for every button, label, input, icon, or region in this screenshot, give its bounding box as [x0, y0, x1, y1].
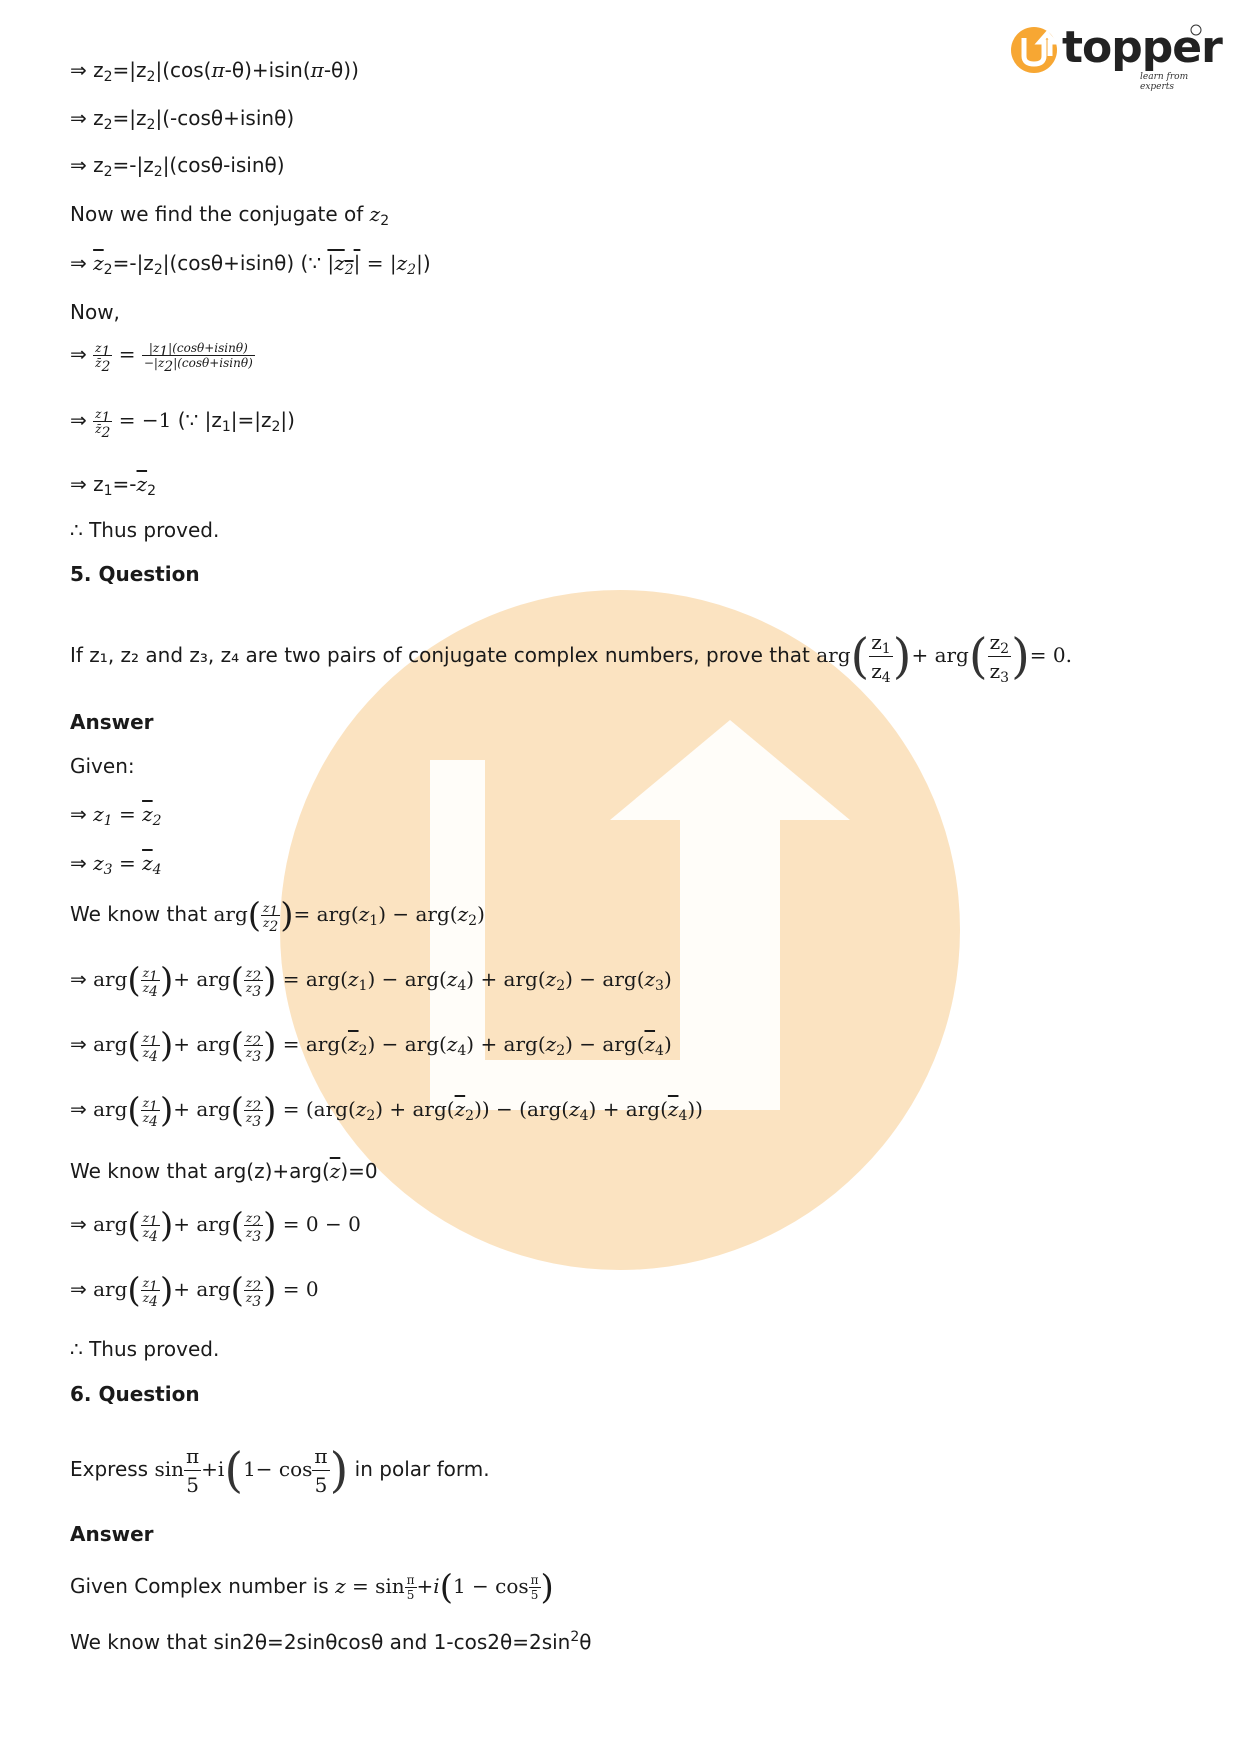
- topper-logo[interactable]: [1010, 22, 1222, 92]
- q5-step-5: ⇒ arg( $\frac{z_1}{z_4}$ )+ arg( $\frac{z_2}{z_3}$ ) = 0: [70, 1270, 319, 1311]
- q5-proved: ∴ Thus proved.: [70, 1337, 220, 1361]
- eq-line-3: ⇒ $z_2=-|z_2|(\cos\theta-isin\theta)$: [70, 153, 285, 180]
- q5-know-1-text: We know that: [70, 902, 208, 926]
- q5-step-1: ⇒ arg( $\frac{z_1}{z_4}$ )+ arg( $\frac{z_2}{z_3}$ ) = $arg(z_1) - arg(z_4) + arg(z_2) - arg(z_3)$: [70, 960, 672, 1001]
- q5-know-1: We know that arg( $\frac{z_1}{z_2}$ )= $arg(z_1) - arg(z_2)$: [70, 895, 485, 936]
- q5-step-3: ⇒ arg( $\frac{z_1}{z_4}$ )+ arg( $\frac{z_2}{z_3}$ ) = $(arg(z_2) + arg(\overline{z}_2)) - (arg(z_4) + arg(\overline{z}_4))$: [70, 1090, 703, 1131]
- text-proved-1: ∴ Thus proved.: [70, 518, 220, 542]
- brand-tagline: learn from experts: [1140, 72, 1189, 92]
- q5-step-4: ⇒ arg( $\frac{z_1}{z_4}$ )+ arg( $\frac{z_2}{z_3}$ ) = 0 − 0: [70, 1205, 361, 1246]
- q5-answer: Answer: [70, 710, 154, 734]
- eq-line-2: ⇒ $z_2=|z_2|(-\cos\theta+isin\theta)$: [70, 106, 295, 133]
- brand-name: topper: [1062, 22, 1222, 73]
- q5-step-2: ⇒ arg( $\frac{z_1}{z_4}$ )+ arg( $\frac{z_2}{z_3}$ ) = $arg(\overline{z}_2) - arg(z_4) + arg(z_2) - arg(\overline{z}_4)$: [70, 1025, 672, 1066]
- q6-answer: Answer: [70, 1522, 154, 1546]
- q5-given-2: ⇒ $z_3 = \overline{z}_4$: [70, 851, 162, 878]
- q6-in-polar: in polar form.: [354, 1457, 490, 1481]
- q6-given-text: Given Complex number is: [70, 1574, 329, 1598]
- q6-heading: 6. Question: [70, 1382, 200, 1406]
- eq-line-1: ⇒ $z_2=|z_2|(\cos(\pi-\theta)+isin(\pi-\theta))$: [70, 58, 359, 85]
- text-conjugate: Now we find the conjugate of $z_2$: [70, 202, 390, 229]
- q5-know-2: We know that $arg(z)+arg(\overline{z})=0$: [70, 1159, 378, 1183]
- watermark-logo: [280, 590, 960, 1270]
- q6-express: Express: [70, 1457, 149, 1481]
- q5-statement: If z₁, z₂ and z₃, z₄ are two pairs of conjugate complex numbers, prove that arg( $\frac{z_1}{z_4}$ )+ arg( $\frac{z_2}{z_3}$ )= 0.: [70, 628, 1072, 686]
- q5-statement-text: If z₁, z₂ and z₃, z₄ are two pairs of conjugate complex numbers, prove that: [70, 643, 810, 667]
- eq-line-minus-one: ⇒ $\frac{z_1}{z̄_2}$ = −1 (∵ $|z_1|=|z_2|$): [70, 407, 295, 441]
- q5-heading: 5. Question: [70, 562, 200, 586]
- eq-line-frac: ⇒ $\frac{z_1}{z̄_2}$ = $\frac{|z_1|(\cos\theta+isin\theta)}{-|z_2|(\cos\theta+isin\theta)}$: [70, 341, 253, 375]
- text-now: Now,: [70, 300, 120, 324]
- eq-line-conj: ⇒ $\overline{z}_2=-|z_2|(\cos\theta+isin\theta)$ (∵ $|z_2| = |z_2|$): [70, 251, 431, 278]
- q6-statement: Express sin $\frac{\pi}{5}$ +i(1− cos $\frac{\pi}{5}$ ) in polar form.: [70, 1442, 490, 1499]
- q5-given-1: ⇒ $z_1 = \overline{z}_2$: [70, 802, 162, 829]
- q6-given: Given Complex number is z = sin $\frac{\pi}{5}$ +i(1 − cos $\frac{\pi}{5}$ ): [70, 1567, 554, 1608]
- q5-given: Given:: [70, 754, 135, 778]
- eq-line-result: ⇒ $z_1=-\overline{z}_2$: [70, 472, 156, 499]
- q6-know: We know that sin2θ=2sinθcosθ and $1-\cos 2\theta=2\sin^2\theta$: [70, 1629, 592, 1654]
